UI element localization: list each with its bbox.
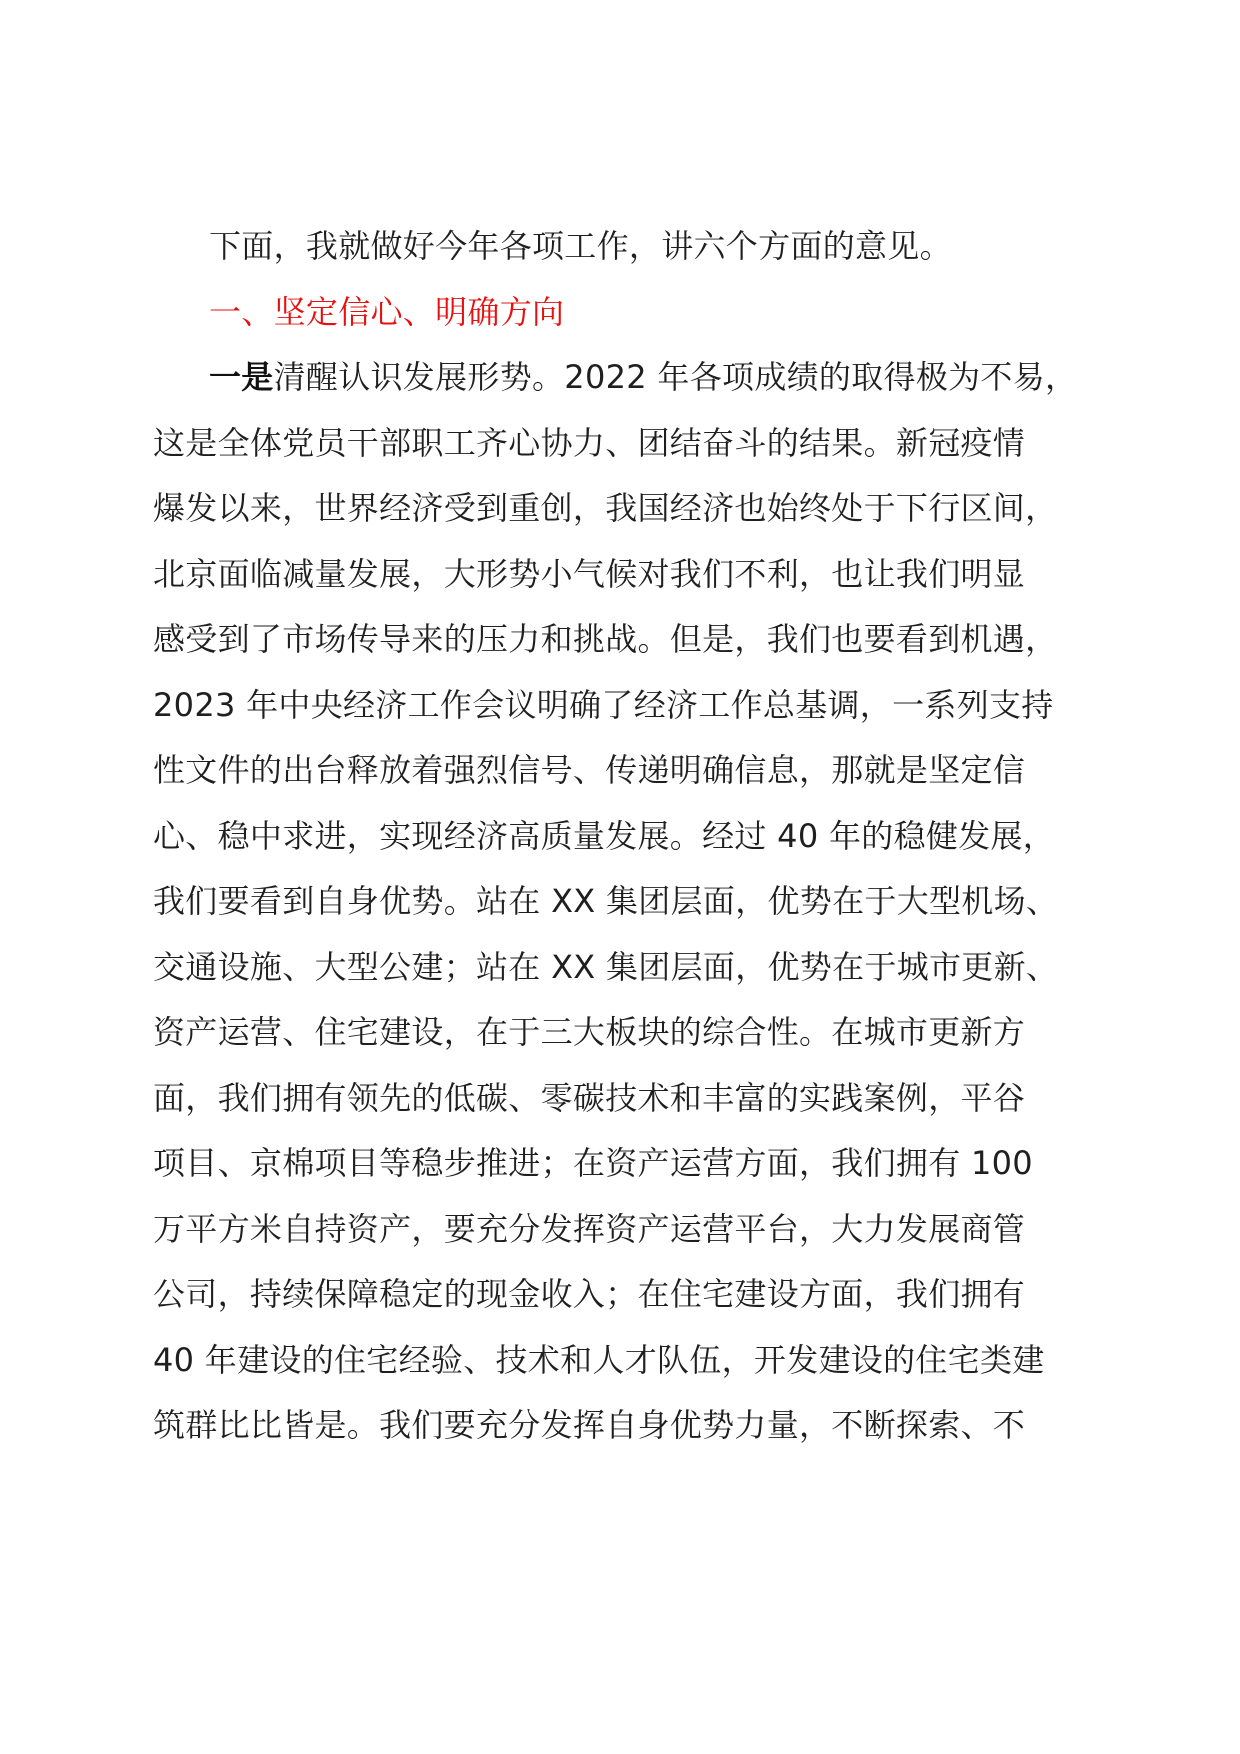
paragraph-lead: 一是 xyxy=(209,358,274,396)
paragraph-line: 筑群比比皆是。我们要充分发挥自身优势力量，不断探索、不 xyxy=(153,1406,1026,1444)
paragraph-line: 面，我们拥有领先的低碳、零碳技术和丰富的实践案例，平谷 xyxy=(153,1078,1026,1117)
paragraph-line: 交通设施、大型公建；站在 XX 集团层面，优势在于城市更新、 xyxy=(153,947,1059,986)
paragraph-line: 公司，持续保障稳定的现金收入；在住宅建设方面，我们拥有 xyxy=(153,1275,1026,1313)
paragraph-line: 资产运营、住宅建设，在于三大板块的综合性。在城市更新方 xyxy=(153,1013,1026,1051)
paragraph-line: 爆发以来，世界经济受到重创，我国经济也始终处于下行区间， xyxy=(153,489,1058,527)
paragraph-first-line xyxy=(153,345,1093,411)
paragraph-line: 项目、京棉项目等稳步推进；在资产运营方面，我们拥有 100 xyxy=(153,1144,1033,1182)
paragraph-line: 性文件的出台释放着强烈信号、传递明确信息，那就是坚定信 xyxy=(153,751,1026,789)
paragraph-line: 我们要看到自身优势。站在 XX 集团层面，优势在于大型机场、 xyxy=(153,882,1059,920)
paragraph-line: 心、稳中求进，实现经济高质量发展。经过 40 年的稳健发展， xyxy=(153,816,1056,855)
paragraph-first-line-text: 清醒认识发展形势。2022 年各项成绩的取得极为不易， xyxy=(273,358,1078,396)
paragraph-line: 北京面临减量发展，大形势小气候对我们不利，也让我们明显 xyxy=(153,554,1026,593)
section-heading: 一、坚定信心、明确方向 xyxy=(209,292,565,331)
paragraph-line: 40 年建设的住宅经验、技术和人才队伍，开发建设的住宅类建 xyxy=(153,1340,1045,1379)
paragraph-line: 2023 年中央经济工作会议明确了经济工作总基调，一系列支持 xyxy=(153,685,1054,724)
paragraph-line: 万平方米自持资产，要充分发挥资产运营平台，大力发展商管 xyxy=(153,1209,1026,1248)
paragraph-line: 这是全体党员干部职工齐心协力、团结奋斗的结果。新冠疫情 xyxy=(153,423,1026,462)
paragraph-line: 感受到了市场传导来的压力和挑战。但是，我们也要看到机遇， xyxy=(153,620,1058,658)
document-body xyxy=(153,214,1093,1459)
intro-paragraph: 下面，我就做好今年各项工作，讲六个方面的意见。 xyxy=(209,227,952,265)
